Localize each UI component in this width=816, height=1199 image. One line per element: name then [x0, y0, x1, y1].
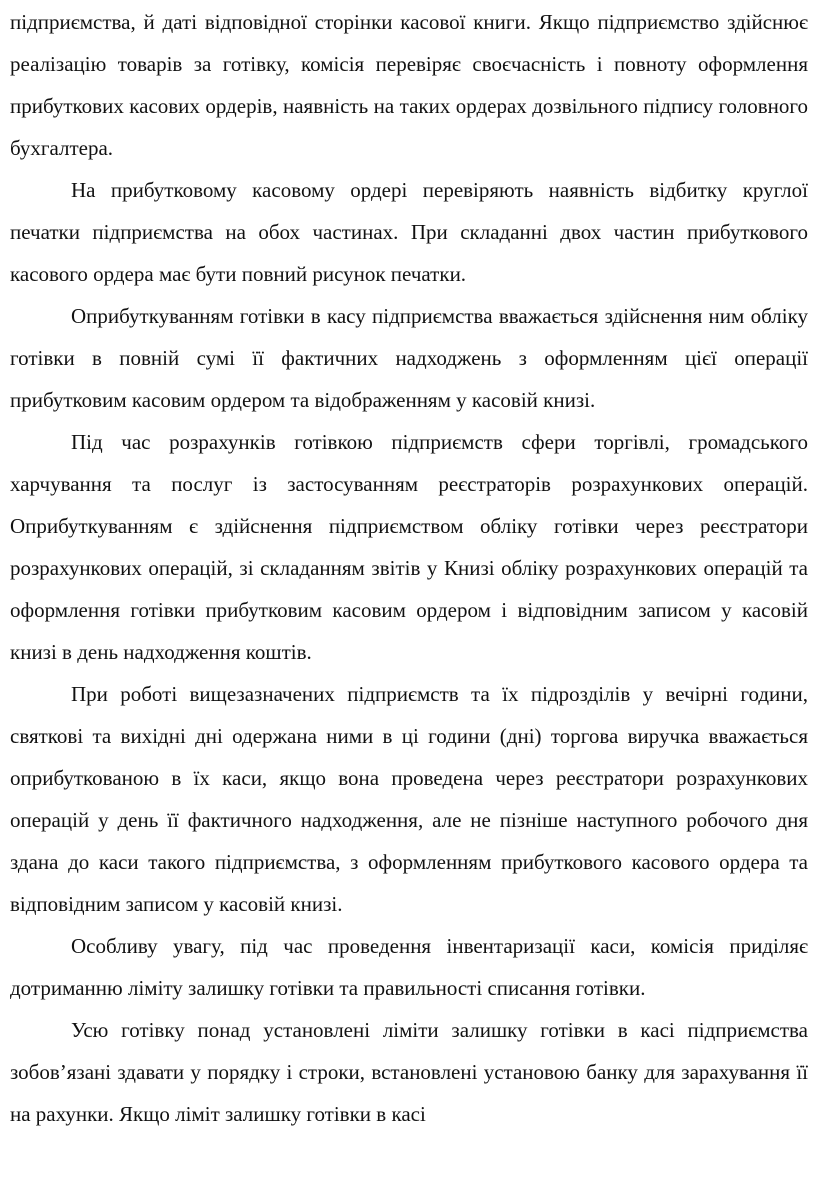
paragraph-seal-check: На прибутковому касовому ордері перевіряють наявність відбитку круглої печатки підприємства на обох частинах. При складанні двох частин прибуткового касового ордера має бути повний рисунок печатки. [10, 178, 808, 286]
paragraph-cash-registers: Під час розрахунків готівкою підприємств сфери торгівлі, громадського харчування та послуг із застосуванням реєстраторів розрахункових операцій. Оприбуткуванням є здійснення підприємством обліку готівки через реєстратори розрахункових операцій, зі складанням звітів у Книзі обліку розрахункових операцій та оформлення готівки прибутковим касовим ордером і відповідним записом у касовій книзі в день надходження коштів. [10, 430, 808, 664]
paragraph-cash-receipt-definition: Оприбуткуванням готівки в касу підприємства вважається здійснення ним обліку готівки в повній сумі її фактичних надходжень з оформленням цієї операції прибутковим касовим ордером та відображенням у касовій книзі. [10, 304, 808, 412]
paragraph-excess-cash: Усю готівку понад установлені ліміти залишку готівки в касі підприємства зобов’язані здавати у порядку і строки, встановлені установою банку для зарахування її на рахунки. Якщо ліміт залишку готівки в касі [10, 1018, 808, 1126]
paragraph-cash-limit-attention: Особливу увагу, під час проведення інвентаризації каси, комісія приділяє дотриманню ліміту залишку готівки та правильності списання готівки. [10, 934, 808, 1000]
paragraph-continuation: підприємства, й даті відповідної сторінки касової книги. Якщо підприємство здійснює реалізацію товарів за готівку, комісія перевіряє своєчасність і повноту оформлення прибуткових касових ордерів, наявність на таких ордерах дозвільного підпису головного бухгалтера. [10, 10, 808, 160]
document-page [10, 0, 808, 1199]
paragraph-evening-hours: При роботі вищезазначених підприємств та їх підрозділів у вечірні години, святкові та вихідні дні одержана ними в ці години (дні) торгова виручка вважається оприбуткованою в їх каси, якщо вона проведена через реєстратори розрахункових операцій у день її фактичного надходження, але не пізніше наступного робочого дня здана до каси такого підприємства, з оформленням прибуткового касового ордера та відповідним записом у касовій книзі. [10, 682, 808, 916]
